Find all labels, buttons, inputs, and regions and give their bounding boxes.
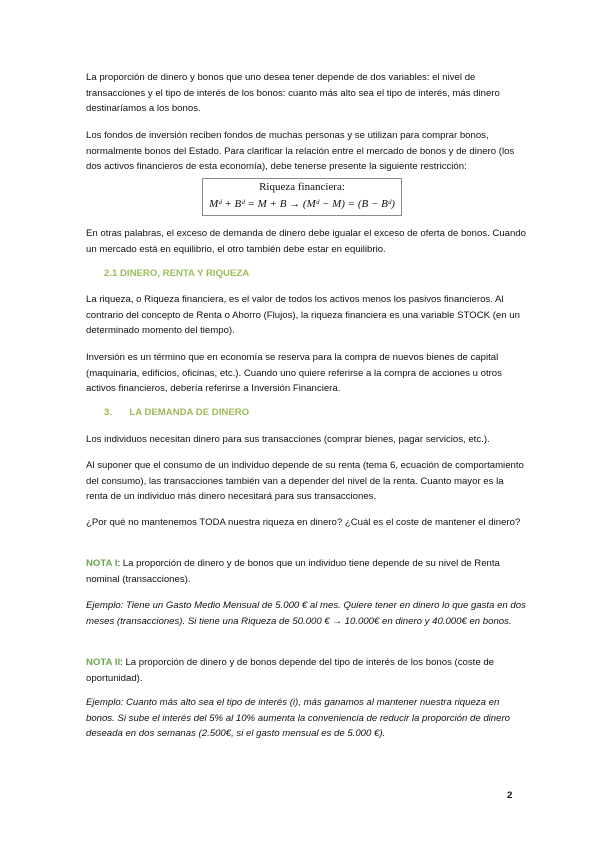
paragraph-wealth-definition: La riqueza, o Riqueza financiera, es el valor de todos los activos menos los pasivos financieros. Al contrario del concepto de Renta o Ahorro (Flujos), la riqueza financiera es una variable STOCK (en un determinado momento del tiempo). bbox=[86, 294, 520, 336]
nota-1 bbox=[86, 556, 526, 587]
example-1: Ejemplo: Tiene un Gasto Medio Mensual de 5.000 € al mes. Quiere tener en dinero lo que gasta en dos meses (transacciones). Si tiene una Riqueza de 50.000 € → 10.000€ en dinero y 40.000€ en bonos. bbox=[86, 600, 526, 627]
nota-1-label: NOTA I bbox=[86, 558, 118, 569]
nota-2-text: : La proporción de dinero y de bonos depende del tipo de interés de los bonos (coste de oportunidad). bbox=[86, 657, 494, 684]
paragraph-transactions-need: Los individuos necesitan dinero para sus transacciones (comprar bienes, pagar servicios, etc.). bbox=[86, 434, 490, 445]
example-2: Ejemplo: Cuanto más alto sea el tipo de interés (i), más ganamos al mantener nuestra riqueza en bonos. Si sube el interés del 5% al 10% aumenta la conveniencia de reducir la proporción de dinero deseada en dos semanas (2.500€, si el gasto mensual es de 5.000 €). bbox=[86, 697, 510, 739]
paragraph-investment-funds: Los fondos de inversión reciben fondos de muchas personas y se utilizan para comprar bonos, normalmente bonos del Estado. Para clarificar la relación entre el mercado de bonos y de dinero (los dos activos financieros de esta economía), debe tenerse presente la siguiente restricción: bbox=[86, 130, 515, 172]
formula-equation: Mᵈ + Bᵈ = M + B → (Mᵈ − M) = (B − Bᵈ) bbox=[209, 198, 395, 210]
nota-1-text: : La proporción de dinero y de bonos que un individuo tiene depende de su nivel de Renta nominal (transacciones). bbox=[86, 558, 500, 585]
section-heading-demanda-dinero bbox=[104, 407, 249, 418]
nota-2-label: NOTA II bbox=[86, 657, 121, 668]
section-title: LA DEMANDA DE DINERO bbox=[129, 407, 250, 418]
paragraph-excess-demand: En otras palabras, el exceso de demanda de dinero debe igualar el exceso de oferta de bonos. Cuando un mercado está en equilibrio, el otro también debe estar en equilibrio. bbox=[86, 228, 527, 255]
paragraph-investment-definition: Inversión es un término que en economía se reserva para la compra de nuevos bienes de capital (maquinaria, edificios, oficinas, etc.). Cuando uno quiere referirse a la compra de acciones u otros activos financieros, debería referirse a Inversión Financiera. bbox=[86, 352, 502, 394]
nota-2 bbox=[86, 655, 526, 686]
formula-title: Riqueza financiera: bbox=[259, 181, 345, 193]
section-number: 3. bbox=[104, 407, 113, 418]
paragraph-question-wealth: ¿Por qué no mantenemos TODA nuestra riqueza en dinero? ¿Cuál es el coste de mantener el dinero? bbox=[86, 517, 521, 528]
wealth-constraint-formula bbox=[202, 178, 402, 216]
paragraph-money-bonds-proportion: La proporción de dinero y bonos que uno desea tener depende de dos variables: el nivel de transacciones y el tipo de interés de los bonos: cuanto más alto sea el tipo de interés, más dinero destinaríamos a los bonos. bbox=[86, 72, 500, 114]
paragraph-consumption-income: Al suponer que el consumo de un individuo depende de su renta (tema 6, ecuación de comportamiento del consumo), las transacciones también van a depender del nivel de la renta. Cuanto mayor es la renta de un individuo más dinero necesitará para sus transacciones. bbox=[86, 460, 524, 502]
page-number: 2 bbox=[507, 790, 513, 801]
section-heading-dinero-renta-riqueza: 2.1 DINERO, RENTA Y RIQUEZA bbox=[104, 268, 250, 279]
